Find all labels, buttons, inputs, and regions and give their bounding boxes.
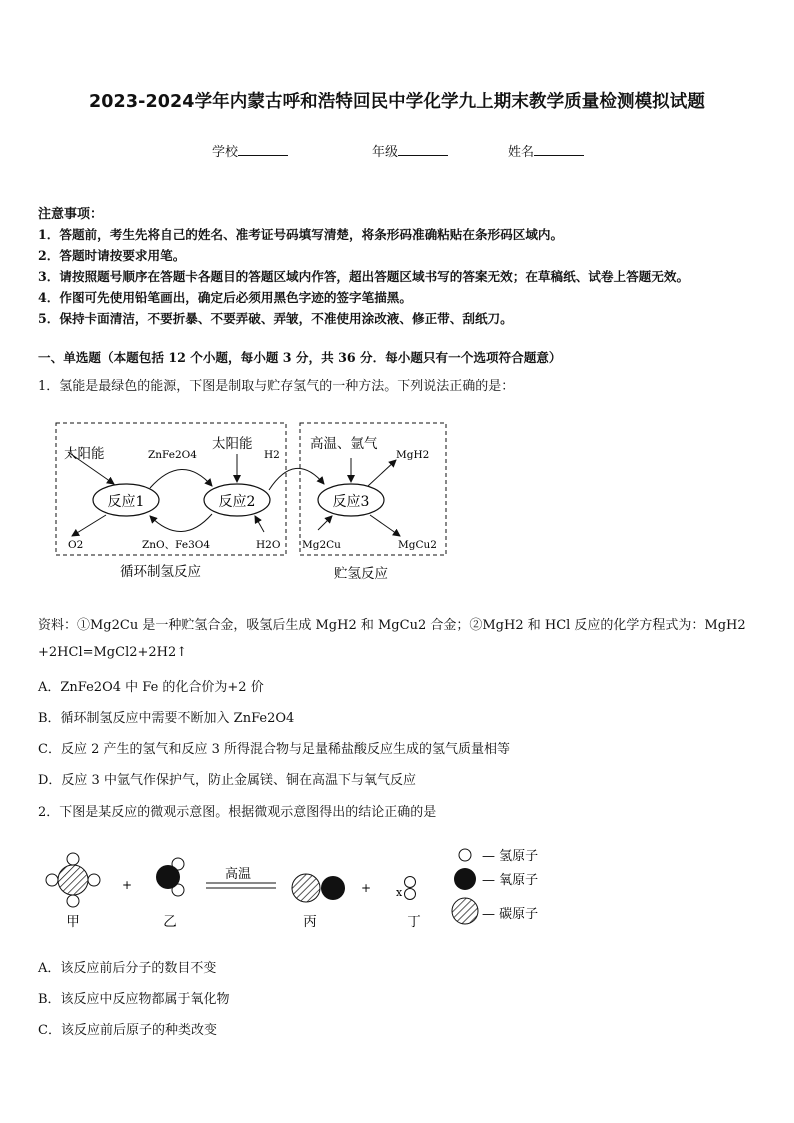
school-label: 学校 [212,145,239,160]
plus-sign: + [361,881,372,895]
znfe2o4-label: ZnFe2O4 [148,449,197,461]
q2-option-c[interactable]: C．该反应前后原子的种类改变 [38,1023,217,1038]
label-bing: 丙 [303,914,317,930]
q1-option-a[interactable]: A．ZnFe2O4 中 Fe 的化合价为+2 价 [38,680,264,695]
mg2cu-label: Mg2Cu [302,539,341,551]
zno-fe3o4-label: ZnO、Fe3O4 [142,539,211,551]
question-1-stem: 1．氢能是最绿色的能源，下图是制取与贮存氢气的一种方法。下列说法正确的是： [38,379,515,394]
carbon-monoxide-molecule [292,874,345,902]
note-item: 1．答题前，考生先将自己的姓名、准考证号码填写清楚，将条形码准确粘贴在条形码区域内。 [38,227,564,242]
cycle-caption: 循环制氢反应 [120,564,201,580]
q1-option-c[interactable]: C．反应 2 产生的氢气和反应 3 所得混合物与足量稀盐酸反应生成的氢气质量相等 [38,742,511,757]
reaction-2-label: 反应2 [218,494,256,510]
legend-hydrogen: — 氢原子 [482,849,539,864]
question-2-stem: 2．下图是某反应的微观示意图。根据微观示意图得出的结论正确的是 [38,805,437,820]
label-jia: 甲 [66,914,80,930]
water-molecule [156,858,184,896]
name-label: 姓名 [508,145,535,160]
h2o-label: H2O [256,539,281,551]
reaction-1-label: 反应1 [107,494,145,510]
q1-option-b[interactable]: B．循环制氢反应中需要不断加入 ZnFe2O4 [38,711,295,726]
page-title: 2023-2024学年内蒙古呼和浩特回民中学化学九上期末教学质量检测模拟试题 [89,92,705,112]
mgcu2-label: MgCu2 [398,539,437,551]
q1-option-d[interactable]: D．反应 3 中氩气作保护气，防止金属镁、铜在高温下与氧气反应 [38,773,416,788]
reaction-condition: 高温 [224,867,252,882]
note-item: 4．作图可先使用铅笔画出，确定后必须用黑色字迹的签字笔描黑。 [38,290,412,305]
name-field[interactable] [508,141,584,160]
q2-option-a[interactable]: A．该反应前后分子的数目不变 [38,961,217,976]
oxygen-atom-icon [454,868,476,890]
note-item: 3．请按照题号顺序在答题卡各题目的答题区域内作答，超出答题区域书写的答案无效；在草稿纸、试卷上答题无效。 [38,269,690,284]
hydrogen-molecule [405,877,416,900]
q2-option-b[interactable]: B．该反应中反应物都属于氧化物 [38,992,230,1007]
school-field[interactable] [212,141,288,160]
note-item: 5．保持卡面清洁，不要折暴、不要弄破、弄皱，不准使用涂改液、修正带、刮纸刀。 [38,311,513,326]
plus-sign: + [122,878,133,892]
molecule-reaction-diagram [36,840,576,940]
methane-molecule [46,853,100,907]
storage-caption: 贮氢反应 [334,566,388,582]
label-yi: 乙 [163,914,177,930]
hydrogen-production-diagram [50,418,450,588]
grade-label: 年级 [372,145,399,160]
conditions-label: 高温、氩气 [310,436,378,452]
solar-energy-label: 太阳能 [64,446,105,462]
coefficient-x: x [396,886,403,899]
notes-heading: 注意事项： [38,207,104,222]
grade-field[interactable] [372,141,448,160]
legend-carbon: — 碳原子 [482,907,539,922]
reaction-3-label: 反应3 [332,494,370,510]
h2-label: H2 [264,449,280,461]
section-heading: 一、单选题（本题包括 12 个小题，每小题 3 分，共 36 分．每小题只有一个选项符合题意） [38,350,562,365]
legend-oxygen: — 氧原子 [482,873,539,888]
solar-energy-label: 太阳能 [212,436,253,452]
q1-info-line: +2HCl=MgCl2+2H2↑ [38,645,188,660]
o2-label: O2 [68,539,84,551]
mgh2-label: MgH2 [396,449,430,461]
hydrogen-atom-icon [459,849,471,861]
label-ding: 丁 [407,914,421,930]
q1-info-line: 资料：①Mg2Cu 是一种贮氢合金，吸氢后生成 MgH2 和 MgCu2 合金；②MgH2 和 HCl 反应的化学方程式为：MgH2 [38,618,746,633]
note-item: 2．答题时请按要求用笔。 [38,248,186,263]
atom-legend [452,849,538,924]
carbon-atom-icon [452,898,478,924]
